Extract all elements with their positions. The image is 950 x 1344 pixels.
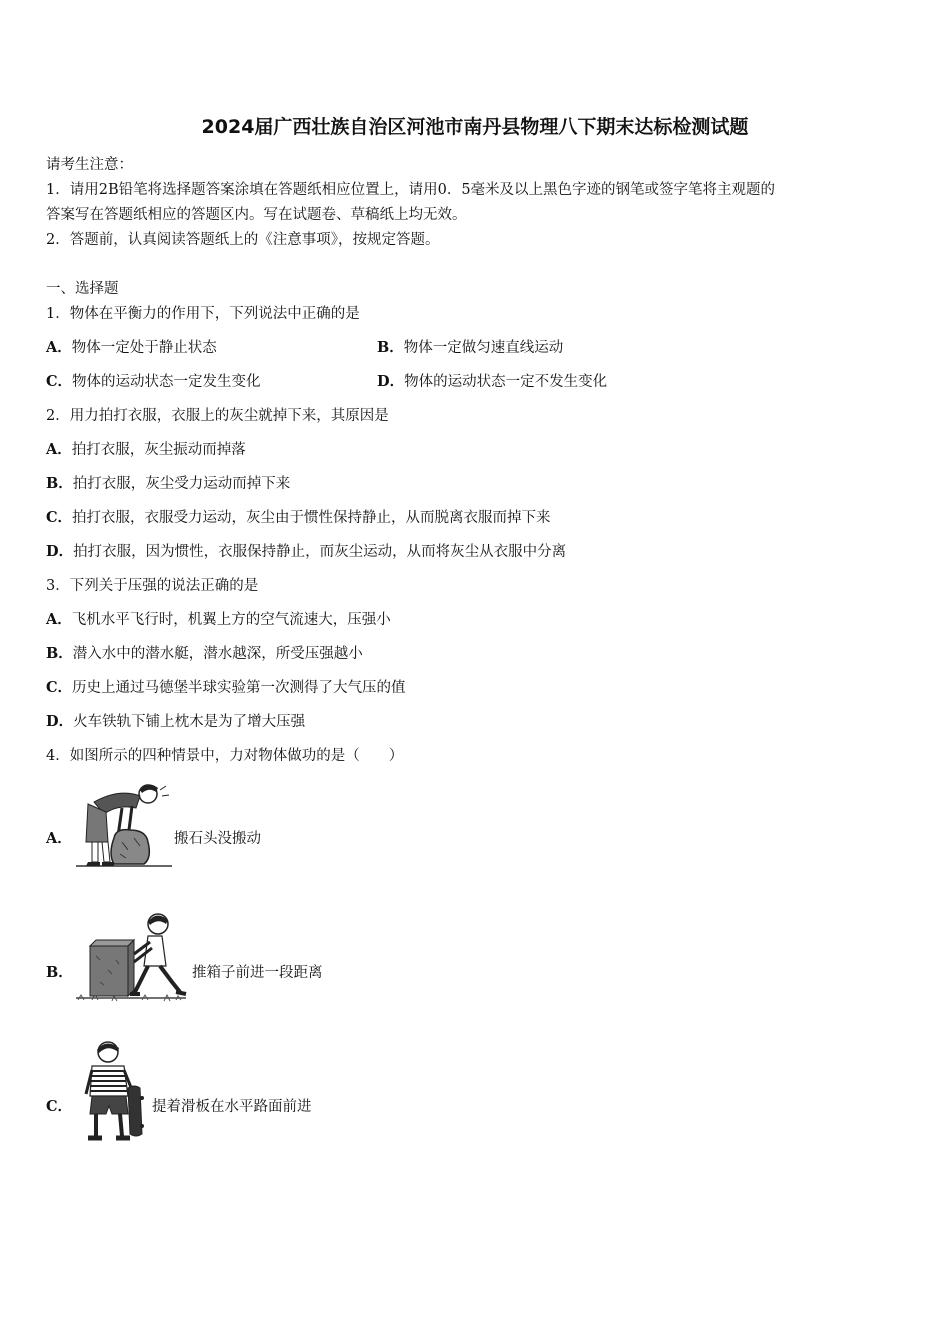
- q3-option-d[interactable]: [46, 710, 305, 731]
- notice-line-2: 2．答题前，认真阅读答题纸上的《注意事项》，按规定答题。: [46, 232, 440, 248]
- carrying-skateboard-illustration: [76, 1038, 152, 1150]
- q2-option-a[interactable]: [46, 438, 246, 459]
- question-4-stem: 4．如图所示的四种情景中，力对物体做功的是（ ）: [46, 748, 404, 764]
- option-text: 物体的运动状态一定不发生变化: [404, 374, 608, 390]
- option-text: 飞机水平飞行时，机翼上方的空气流速大，压强小: [71, 612, 391, 628]
- option-letter: A．: [46, 611, 72, 628]
- q2-option-c[interactable]: [46, 506, 551, 527]
- notice-line-1b: 答案写在答题纸相应的答题区内。写在试题卷、草稿纸上均无效。: [46, 207, 467, 223]
- q4-option-a-letter[interactable]: A．: [46, 830, 72, 847]
- q4-option-a-caption: 搬石头没搬动: [174, 831, 261, 847]
- section-heading: 一、选择题: [46, 281, 119, 297]
- q1-option-a[interactable]: [46, 336, 217, 357]
- pushing-box-illustration: [72, 910, 190, 1006]
- option-text: 物体的运动状态一定发生变化: [72, 374, 261, 390]
- question-1-stem: 1．物体在平衡力的作用下，下列说法中正确的是: [46, 306, 360, 322]
- lifting-stone-illustration: [74, 780, 174, 872]
- page-title: 2024届广西壮族自治区河池市南丹县物理八下期末达标检测试题: [201, 116, 749, 138]
- notice-heading: 请考生注意：: [46, 157, 133, 173]
- question-3-stem: 3．下列关于压强的说法正确的是: [46, 578, 259, 594]
- option-letter: C．: [46, 373, 73, 390]
- option-text: 潜入水中的潜水艇，潜水越深，所受压强越小: [72, 646, 363, 662]
- q3-option-c[interactable]: [46, 676, 406, 697]
- notice-line-1a: 1．请用2B铅笔将选择题答案涂填在答题纸相应位置上，请用0．5毫米及以上黑色字迹的钢笔或签字笔将主观题的: [46, 182, 776, 198]
- q1-option-b[interactable]: [377, 336, 563, 357]
- option-letter: B．: [46, 475, 73, 492]
- option-letter: B．: [377, 339, 404, 356]
- option-text: 拍打衣服，灰尘受力运动而掉下来: [72, 476, 291, 492]
- q4-option-c-caption: 提着滑板在水平路面前进: [152, 1099, 312, 1115]
- option-letter: A．: [46, 441, 72, 458]
- option-letter: A．: [46, 339, 72, 356]
- q1-option-d[interactable]: [377, 370, 607, 391]
- q4-option-b-letter[interactable]: B．: [46, 964, 73, 981]
- q1-option-c[interactable]: [46, 370, 261, 391]
- q2-option-b[interactable]: [46, 472, 290, 493]
- q2-option-d[interactable]: [46, 540, 566, 561]
- option-text: 拍打衣服，因为惯性，衣服保持静止，而灰尘运动，从而将灰尘从衣服中分离: [73, 544, 567, 560]
- option-text: 火车铁轨下铺上枕木是为了增大压强: [73, 714, 306, 730]
- option-letter: D．: [46, 543, 74, 560]
- option-text: 拍打衣服，灰尘振动而掉落: [71, 442, 246, 458]
- question-2-stem: 2．用力拍打衣服，衣服上的灰尘就掉下来，其原因是: [46, 408, 389, 424]
- q4-option-b-caption: 推箱子前进一段距离: [192, 965, 323, 981]
- option-text: 历史上通过马德堡半球实验第一次测得了大气压的值: [72, 680, 406, 696]
- option-letter: D．: [377, 373, 405, 390]
- option-letter: B．: [46, 645, 73, 662]
- option-text: 物体一定做匀速直线运动: [403, 340, 564, 356]
- option-text: 拍打衣服，衣服受力运动，灰尘由于惯性保持静止，从而脱离衣服而掉下来: [72, 510, 551, 526]
- option-letter: D．: [46, 713, 74, 730]
- option-text: 物体一定处于静止状态: [71, 340, 217, 356]
- option-letter: C．: [46, 679, 73, 696]
- q3-option-a[interactable]: [46, 608, 391, 629]
- q4-option-c-letter[interactable]: C．: [46, 1098, 73, 1115]
- q3-option-b[interactable]: [46, 642, 363, 663]
- option-letter: C．: [46, 509, 73, 526]
